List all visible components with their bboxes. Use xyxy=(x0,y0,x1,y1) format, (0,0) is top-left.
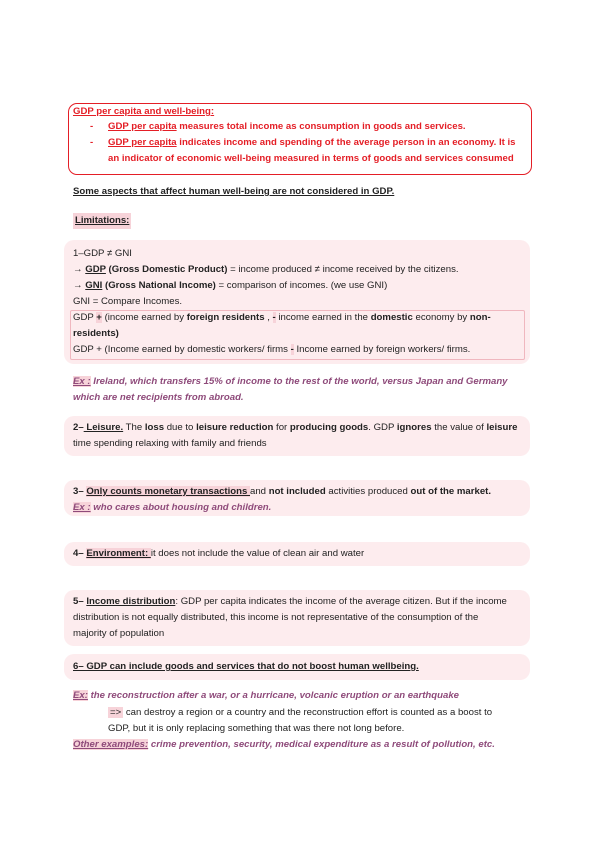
gni-definition xyxy=(73,278,387,294)
section-1-head: 1–GDP ≠ GNI xyxy=(73,248,132,259)
non-term: non- xyxy=(469,312,491,323)
section-number: 5– xyxy=(73,596,87,607)
comma: , xyxy=(264,312,273,323)
box-bullet-2-line-2: an indicator of economic well-being measured in terms of goods and services consumed xyxy=(108,153,514,164)
section-number: 2– xyxy=(73,422,84,433)
box-dash-2: - xyxy=(90,137,94,148)
example-ireland xyxy=(73,374,508,390)
section-5-line-3: majority of population xyxy=(73,628,165,639)
section-4-line xyxy=(73,546,364,562)
example-ireland-line-2: which are net recipients from abroad. xyxy=(73,392,244,403)
formula-line-1 xyxy=(73,310,491,326)
other-examples-label: Other examples: xyxy=(73,739,149,750)
section-5-text: : GDP per capita indicates the income of the average citizen. But if the income xyxy=(175,596,507,607)
arrow: → xyxy=(73,280,86,291)
gni-compare-line: GNI = Compare Incomes. xyxy=(73,296,183,307)
gni-term: GNI xyxy=(85,280,103,291)
formula-text: income earned in the xyxy=(275,312,371,323)
box-dash-1: - xyxy=(90,121,94,132)
gdp-definition-text: = income produced ≠ income received by the citizens. xyxy=(227,264,459,275)
gni-expansion: (Gross National Income) xyxy=(102,280,216,291)
gdp-per-capita-term: GDP per capita xyxy=(108,121,177,132)
other-examples xyxy=(73,737,495,753)
gdp-expansion: (Gross Domestic Product) xyxy=(105,264,228,275)
formula-text: Income earned by foreign workers/ firms. xyxy=(293,344,471,355)
section-6-head: 6– GDP can include goods and services that do not boost human wellbeing. xyxy=(73,661,419,672)
box-title: GDP per capita and well-being: xyxy=(73,106,215,117)
box-bullet-2 xyxy=(108,135,516,151)
other-examples-text: crime prevention, security, medical expenditure as a result of pollution, etc. xyxy=(148,739,495,750)
leisure-term: Leisure. xyxy=(83,422,124,433)
income-distribution-term: Income distribution xyxy=(86,596,176,607)
formula-text: economy by xyxy=(412,312,470,323)
gdp-per-capita-term: GDP per capita xyxy=(108,137,177,148)
section-6-example xyxy=(73,688,459,704)
example-text: Ireland, which transfers 15% of income to the rest of the world, versus Japan and Germany xyxy=(90,376,508,387)
formula-gdp: GDP xyxy=(73,312,97,323)
domestic-term: domestic xyxy=(370,312,413,323)
formula-text: (income earned by xyxy=(101,312,187,323)
example-label: Ex : xyxy=(73,502,91,513)
section-5-line-2: distribution is not equally distributed, this income is not representative of the consumption of the xyxy=(73,612,479,623)
environment-term: Environment: xyxy=(86,548,151,559)
bullet-1-text: measures total income as consumption in goods and services. xyxy=(176,121,466,132)
formula-line-2: residents) xyxy=(73,328,119,339)
section-4-text: it does not include the value of clean air and water xyxy=(150,548,365,559)
intro-line: Some aspects that affect human well-being are not considered in GDP. xyxy=(73,186,395,197)
example-text: who cares about housing and children. xyxy=(90,502,272,513)
foreign-residents: foreign residents xyxy=(186,312,265,323)
section-number: 3– xyxy=(73,486,87,497)
arrow: => xyxy=(110,707,122,718)
section-6-text: can destroy a region or a country and the reconstruction effort is counted as a boost to xyxy=(123,707,493,718)
arrow: → xyxy=(73,264,86,275)
section-6-line-2 xyxy=(108,705,492,721)
gni-definition-text: = comparison of incomes. (we use GNI) xyxy=(215,280,388,291)
example-label: Ex : xyxy=(73,376,91,387)
monetary-term: Only counts monetary transactions xyxy=(86,486,251,497)
limitations-heading: Limitations: xyxy=(73,213,131,229)
section-6-line-3: GDP, but it is only replacing something that was there not long before. xyxy=(108,723,405,734)
gdp-definition xyxy=(73,262,459,278)
minus-sign: - xyxy=(272,312,276,323)
bullet-2-text: indicates income and spending of the average person in an economy. It is xyxy=(176,137,516,148)
minus-sign: - xyxy=(290,344,294,355)
formula-line-3 xyxy=(73,342,470,358)
section-2-line-1: 2– Leisure. The loss due to leisure reduction for producing goods. GDP ignores the value of leisure xyxy=(73,422,518,433)
formula-text: GDP + (Income earned by domestic workers/ firms xyxy=(73,344,291,355)
section-3-line-1: 3– Only counts monetary transactions and not included activities produced out of the market. xyxy=(73,486,492,497)
section-3-example xyxy=(73,500,271,516)
example-label: Ex: xyxy=(73,690,88,701)
section-number: 4– xyxy=(73,548,87,559)
box-bullet-1 xyxy=(108,119,466,135)
example-text: the reconstruction after a war, or a hurricane, volcanic eruption or an earthquake xyxy=(87,690,459,701)
section-5-line-1 xyxy=(73,594,507,610)
gdp-term: GDP xyxy=(85,264,106,275)
section-2-line-2: time spending relaxing with family and friends xyxy=(73,438,267,449)
plus-sign: + xyxy=(96,312,102,323)
